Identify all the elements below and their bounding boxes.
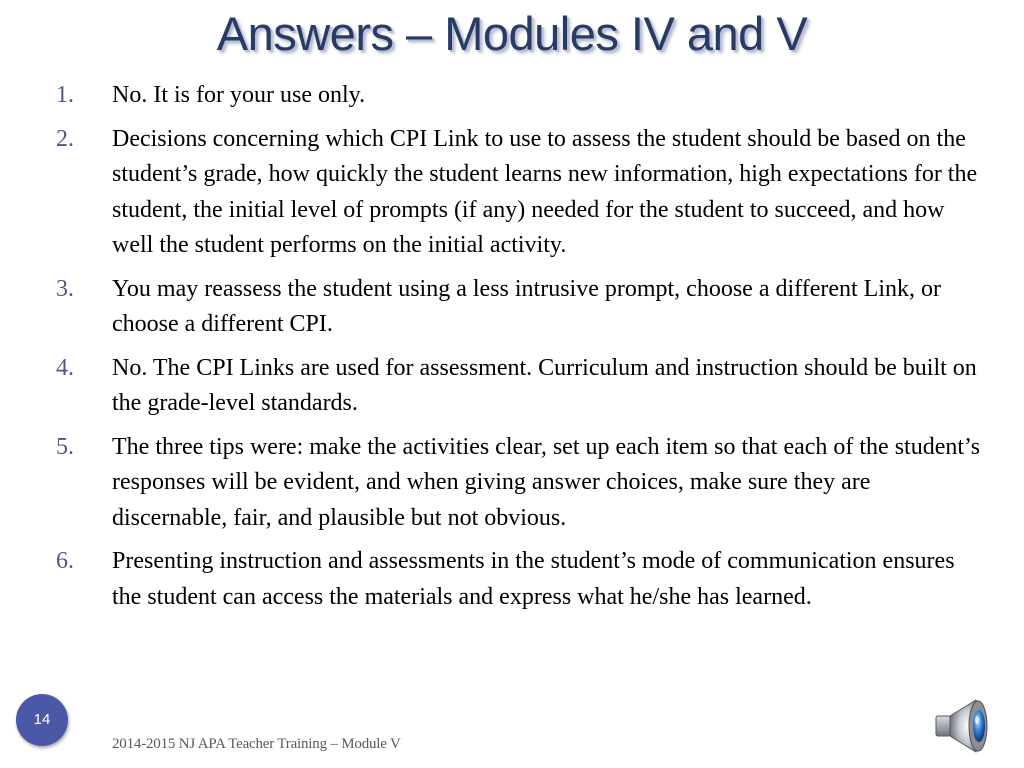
answer-text: No. The CPI Links are used for assessment. Curriculum and instruction should be built on the grade-level standards.	[112, 354, 977, 416]
answer-text: Presenting instruction and assessments in the student’s mode of communication ensures the student can access the materials and express what he/she has learned.	[112, 548, 955, 610]
answer-item-2	[0, 122, 1024, 264]
answer-item-5	[0, 430, 1024, 537]
answer-text: No. It is for your use only.	[112, 82, 366, 108]
answer-item-4	[0, 351, 1024, 422]
answer-number: 5.	[56, 433, 74, 460]
answer-number: 2.	[56, 125, 74, 152]
answer-item-3	[0, 272, 1024, 343]
answer-number: 3.	[56, 275, 74, 302]
answer-text: Decisions concerning which CPI Link to use to assess the student should be based on the student’s grade, how quickly the student learns new information, high expectations for the student, the initial level of prompts (if any) needed for the student to succeed, and how well the student performs on the initial activity.	[112, 125, 978, 258]
speaker-icon[interactable]	[932, 694, 996, 758]
footer-text: 2014-2015 NJ APA Teacher Training – Module V	[112, 736, 401, 752]
answer-item-1	[0, 78, 1024, 114]
slide-title: Answers – Modules IV and V	[216, 7, 808, 60]
answer-number: 6.	[56, 548, 74, 574]
answer-text: You may reassess the student using a less intrusive prompt, choose a different Link, or choose a different CPI.	[112, 275, 941, 337]
answer-item-6	[0, 544, 1024, 615]
answer-number: 4.	[56, 354, 74, 381]
answer-list	[0, 78, 1024, 623]
answer-number: 1.	[56, 82, 74, 108]
page-number-badge: 14	[16, 694, 68, 746]
answer-text: The three tips were: make the activities clear, set up each item so that each of the student’s responses will be evident, and when giving answer choices, make sure they are discernable, fair, and plausible but not obvious.	[112, 433, 981, 531]
